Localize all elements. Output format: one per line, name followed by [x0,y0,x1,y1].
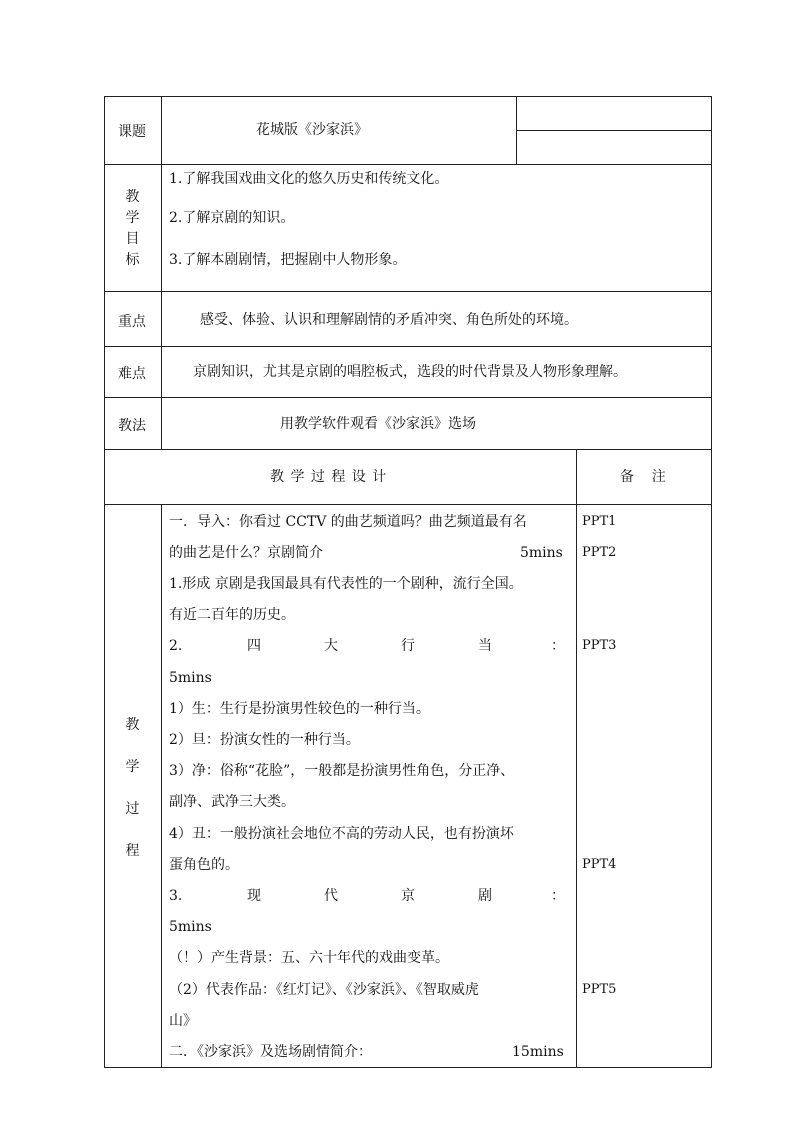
process-title: 教 学 过 程 设 计 [270,469,388,485]
table-border [104,449,712,450]
table-border [104,291,712,292]
goal-item: 1.了解我国戏曲文化的悠久历史和传统文化。 [169,171,449,187]
process-line: 5mins [169,670,212,686]
table-border [711,96,712,1068]
process-line: 2）旦：扮演女性的一种行当。 [169,732,360,748]
table-border [104,346,712,347]
process-line: 有近二百年的历史。 [169,607,295,623]
table-border [104,504,712,505]
process-line: 京 [401,888,415,904]
process-line: 3. [169,888,183,904]
note-ppt: PPT2 [582,545,617,560]
process-line: 行 [401,638,415,654]
process-line: 2. [169,638,183,654]
note-ppt: PPT3 [582,638,617,653]
table-border [516,130,712,131]
note-ppt: PPT1 [582,514,617,529]
table-border [161,96,162,449]
process-line: 现 [247,888,261,904]
table-border [104,1067,712,1068]
key-point-label: 重点 [118,314,146,330]
method-label: 教法 [118,418,146,434]
table-border [104,96,712,97]
goal-item: 2.了解京剧的知识。 [169,210,295,226]
process-line: 山》 [169,1013,197,1029]
process-line: 5mins [520,545,563,561]
table-border [576,449,577,1068]
process-line: 当 [478,638,492,654]
process-line: 一．导入：你看过 CCTV 的曲艺频道吗？曲艺频道最有名 [169,514,527,530]
note-ppt: PPT4 [582,857,617,872]
difficulty-label: 难点 [118,366,146,382]
process-line: ： [551,888,565,904]
table-border [104,397,712,398]
process-line: 四 [247,638,261,654]
notes-title: 备 注 [620,469,666,485]
process-line: （！）产生背景：五、六十年代的戏曲变革。 [169,950,449,966]
topic-value: 花城版《沙家浜》 [256,122,368,138]
process-line: 副净、武净三大类。 [169,794,295,810]
process-line: 蛋角色的。 [169,857,239,873]
process-line: 二．《沙家浜》及选场剧情简介： [169,1044,372,1060]
process-line: 大 [324,638,338,654]
difficulty-text: 京剧知识，尤其是京剧的唱腔板式，选段的时代背景及人物形象理解。 [193,364,627,380]
table-border [516,96,517,165]
topic-label: 课题 [118,124,146,140]
process-line: ： [551,638,565,654]
process-line: 1.形成 京剧是我国最具有代表性的一个剧种，流行全国。 [169,576,523,592]
process-line: 1）生：生行是扮演男性较色的一种行当。 [169,701,430,717]
goals-label: 教 学 目 标 [125,189,140,268]
process-line: 15mins [512,1044,564,1060]
process-line: 剧 [478,888,492,904]
key-point-text: 感受、体验、认识和理解剧情的矛盾冲突、角色所处的环境。 [200,312,578,328]
process-line: 的曲艺是什么？京剧简介 [169,545,323,561]
process-line: 4）丑：一般扮演社会地位不高的劳动人民，也有扮演坏 [169,826,514,842]
process-line: 5mins [169,919,212,935]
goal-item: 3.了解本剧剧情，把握剧中人物形象。 [169,252,407,268]
method-text: 用教学软件观看《沙家浜》选场 [280,416,476,432]
process-label: 教 学 过 程 [125,717,140,859]
process-line: （2）代表作品：《红灯记》、《沙家浜》、《智取威虎 [169,982,479,998]
process-line: 3）净：俗称“花脸”，一般都是扮演男性角色，分正净、 [169,763,515,779]
table-border [161,504,162,1068]
table-border [104,164,712,165]
process-line: 代 [324,888,338,904]
note-ppt: PPT5 [582,982,617,997]
